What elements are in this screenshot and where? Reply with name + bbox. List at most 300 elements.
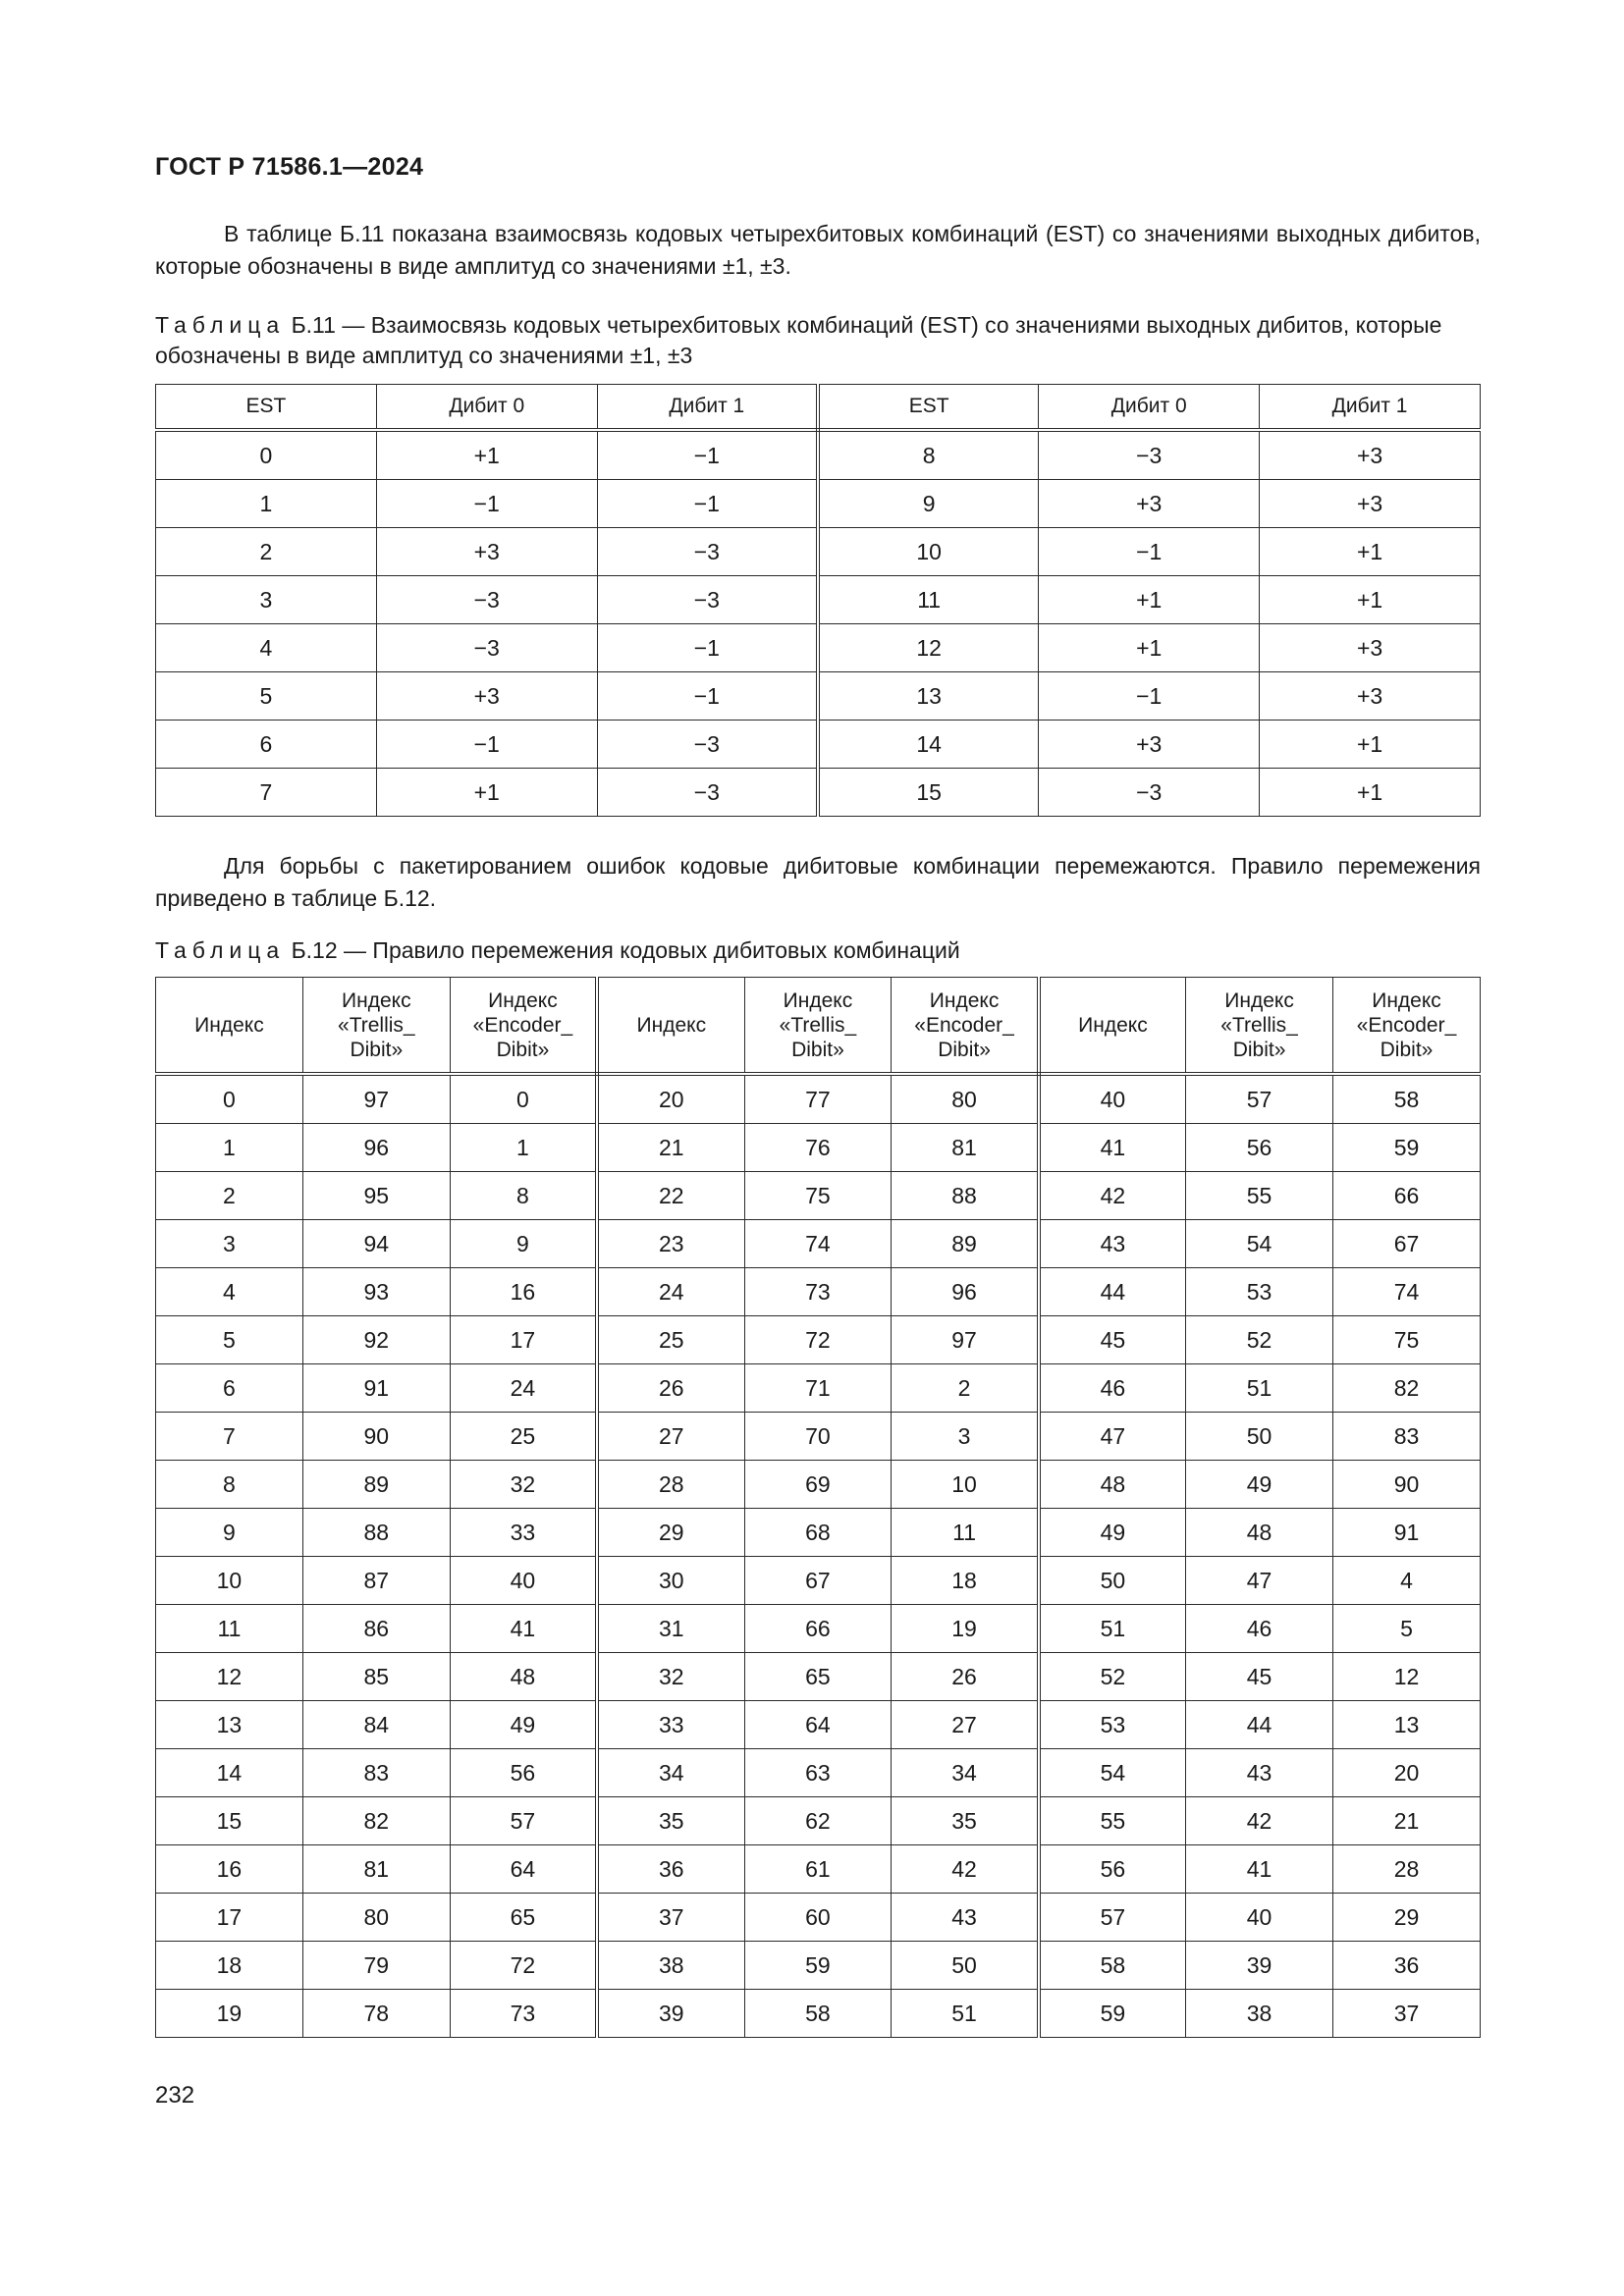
table-12-cell: 7 bbox=[156, 1413, 303, 1461]
table-12-cell: 41 bbox=[1039, 1124, 1186, 1172]
table-12-cell: 80 bbox=[302, 1894, 450, 1942]
table-12-cell: 18 bbox=[156, 1942, 303, 1990]
table-11-cell: +3 bbox=[376, 528, 597, 576]
table-11-cell: −1 bbox=[597, 672, 818, 721]
table-12-row bbox=[156, 1749, 1481, 1797]
table-12-cell: 42 bbox=[892, 1845, 1039, 1894]
table-12-cell: 78 bbox=[302, 1990, 450, 2038]
table-12-cell: 89 bbox=[892, 1220, 1039, 1268]
table-11-header-cell: Дибит 1 bbox=[597, 385, 818, 431]
table-12-cell: 37 bbox=[1333, 1990, 1481, 2038]
table-12-cell: 9 bbox=[156, 1509, 303, 1557]
table-11-cell: +3 bbox=[1260, 480, 1481, 528]
table-11-cell: 7 bbox=[156, 769, 377, 817]
table-12-cell: 55 bbox=[1186, 1172, 1333, 1220]
table-12-row bbox=[156, 1701, 1481, 1749]
table-12-cell: 15 bbox=[156, 1797, 303, 1845]
table-11-cell: 10 bbox=[818, 528, 1039, 576]
table-12-cell: 27 bbox=[892, 1701, 1039, 1749]
table-12-cell: 42 bbox=[1039, 1172, 1186, 1220]
table-11-cell: +1 bbox=[376, 430, 597, 480]
table-12-header-cell bbox=[450, 978, 597, 1075]
table-12-cell: 86 bbox=[302, 1605, 450, 1653]
table-12-cell: 70 bbox=[744, 1413, 892, 1461]
table-12-cell: 66 bbox=[1333, 1172, 1481, 1220]
table-12-cell: 50 bbox=[892, 1942, 1039, 1990]
table-11-cell: 13 bbox=[818, 672, 1039, 721]
table-11-caption-label: Таблица bbox=[155, 312, 286, 338]
table-12-cell: 9 bbox=[450, 1220, 597, 1268]
table-12-cell: 46 bbox=[1039, 1364, 1186, 1413]
table-12-header-line: Индекс bbox=[929, 988, 1000, 1012]
table-12-cell: 60 bbox=[744, 1894, 892, 1942]
table-12-cell: 65 bbox=[744, 1653, 892, 1701]
table-12-cell: 40 bbox=[450, 1557, 597, 1605]
table-11-row bbox=[156, 576, 1481, 624]
table-12 bbox=[155, 977, 1481, 2038]
table-12-cell: 44 bbox=[1186, 1701, 1333, 1749]
table-12-cell: 37 bbox=[597, 1894, 744, 1942]
table-12-row bbox=[156, 1605, 1481, 1653]
table-12-caption-text: Б.12 — Правило перемежения кодовых дибитовых комбинаций bbox=[291, 937, 960, 963]
table-12-cell: 89 bbox=[302, 1461, 450, 1509]
table-12-cell: 33 bbox=[597, 1701, 744, 1749]
table-12-cell: 32 bbox=[597, 1653, 744, 1701]
table-12-cell: 61 bbox=[744, 1845, 892, 1894]
table-12-cell: 29 bbox=[1333, 1894, 1481, 1942]
table-12-cell: 2 bbox=[892, 1364, 1039, 1413]
table-12-cell: 54 bbox=[1039, 1749, 1186, 1797]
table-12-cell: 28 bbox=[597, 1461, 744, 1509]
table-12-cell: 10 bbox=[156, 1557, 303, 1605]
table-11-cell: +3 bbox=[1260, 430, 1481, 480]
table-12-cell: 49 bbox=[450, 1701, 597, 1749]
table-12-cell: 58 bbox=[1333, 1074, 1481, 1124]
table-12-cell: 97 bbox=[302, 1074, 450, 1124]
table-12-header-line: Индекс bbox=[1372, 988, 1441, 1012]
table-11-cell: 4 bbox=[156, 624, 377, 672]
table-12-cell: 56 bbox=[1039, 1845, 1186, 1894]
table-12-cell: 87 bbox=[302, 1557, 450, 1605]
table-12-row bbox=[156, 1220, 1481, 1268]
table-12-cell: 90 bbox=[1333, 1461, 1481, 1509]
table-12-header-cell bbox=[302, 978, 450, 1075]
table-12-cell: 44 bbox=[1039, 1268, 1186, 1316]
table-12-cell: 72 bbox=[744, 1316, 892, 1364]
table-12-cell: 77 bbox=[744, 1074, 892, 1124]
table-12-cell: 13 bbox=[1333, 1701, 1481, 1749]
table-12-header-line: «Encoder_ bbox=[914, 1013, 1014, 1037]
table-12-cell: 48 bbox=[450, 1653, 597, 1701]
table-12-cell: 21 bbox=[1333, 1797, 1481, 1845]
table-11-cell: +3 bbox=[1039, 480, 1260, 528]
table-11-cell: −3 bbox=[376, 624, 597, 672]
table-12-cell: 3 bbox=[156, 1220, 303, 1268]
table-12-cell: 53 bbox=[1039, 1701, 1186, 1749]
table-12-cell: 74 bbox=[744, 1220, 892, 1268]
table-11-caption bbox=[155, 310, 1481, 371]
table-12-cell: 35 bbox=[892, 1797, 1039, 1845]
table-12-cell: 63 bbox=[744, 1749, 892, 1797]
table-11 bbox=[155, 384, 1481, 817]
table-12-cell: 30 bbox=[597, 1557, 744, 1605]
table-12-caption-label: Таблица bbox=[155, 937, 286, 963]
table-11-cell: 2 bbox=[156, 528, 377, 576]
table-12-header-line: «Trellis_ bbox=[338, 1013, 415, 1037]
table-12-cell: 50 bbox=[1039, 1557, 1186, 1605]
table-12-cell: 14 bbox=[156, 1749, 303, 1797]
table-12-cell: 47 bbox=[1039, 1413, 1186, 1461]
table-11-row bbox=[156, 769, 1481, 817]
table-12-cell: 6 bbox=[156, 1364, 303, 1413]
table-12-cell: 48 bbox=[1039, 1461, 1186, 1509]
table-12-header-line: Индекс bbox=[1078, 1013, 1148, 1037]
table-12-cell: 45 bbox=[1186, 1653, 1333, 1701]
table-12-cell: 16 bbox=[450, 1268, 597, 1316]
table-12-row bbox=[156, 1124, 1481, 1172]
table-12-cell: 8 bbox=[450, 1172, 597, 1220]
table-11-header-cell: Дибит 0 bbox=[1039, 385, 1260, 431]
table-12-header-line: Индекс bbox=[342, 988, 411, 1012]
table-11-cell: 6 bbox=[156, 721, 377, 769]
table-11-header-cell: Дибит 0 bbox=[376, 385, 597, 431]
table-12-cell: 74 bbox=[1333, 1268, 1481, 1316]
table-12-cell: 12 bbox=[1333, 1653, 1481, 1701]
table-11-row bbox=[156, 480, 1481, 528]
table-12-cell: 41 bbox=[1186, 1845, 1333, 1894]
table-12-cell: 1 bbox=[450, 1124, 597, 1172]
table-12-cell: 71 bbox=[744, 1364, 892, 1413]
table-12-cell: 43 bbox=[1186, 1749, 1333, 1797]
table-12-header-line: Dibit» bbox=[791, 1038, 844, 1061]
table-12-cell: 67 bbox=[744, 1557, 892, 1605]
table-12-cell: 96 bbox=[302, 1124, 450, 1172]
table-12-cell: 91 bbox=[302, 1364, 450, 1413]
table-11-row bbox=[156, 528, 1481, 576]
table-12-cell: 59 bbox=[1333, 1124, 1481, 1172]
table-12-cell: 75 bbox=[1333, 1316, 1481, 1364]
table-12-header-cell bbox=[1039, 978, 1186, 1075]
table-12-cell: 47 bbox=[1186, 1557, 1333, 1605]
table-12-cell: 25 bbox=[450, 1413, 597, 1461]
table-11-cell: 15 bbox=[818, 769, 1039, 817]
table-12-cell: 84 bbox=[302, 1701, 450, 1749]
table-12-cell: 56 bbox=[1186, 1124, 1333, 1172]
table-12-cell: 25 bbox=[597, 1316, 744, 1364]
table-12-cell: 17 bbox=[450, 1316, 597, 1364]
table-11-cell: −3 bbox=[376, 576, 597, 624]
table-12-cell: 72 bbox=[450, 1942, 597, 1990]
table-11-cell: 3 bbox=[156, 576, 377, 624]
table-12-cell: 41 bbox=[450, 1605, 597, 1653]
table-12-cell: 20 bbox=[1333, 1749, 1481, 1797]
table-11-cell: −3 bbox=[597, 769, 818, 817]
table-12-row bbox=[156, 1797, 1481, 1845]
table-12-cell: 11 bbox=[892, 1509, 1039, 1557]
table-12-header-cell bbox=[156, 978, 303, 1075]
table-12-cell: 83 bbox=[1333, 1413, 1481, 1461]
table-11-cell: +1 bbox=[1260, 528, 1481, 576]
table-12-row bbox=[156, 1845, 1481, 1894]
intro-paragraph bbox=[155, 218, 1481, 283]
table-12-cell: 4 bbox=[156, 1268, 303, 1316]
table-12-row bbox=[156, 1653, 1481, 1701]
table-11-cell: −3 bbox=[597, 721, 818, 769]
table-12-cell: 19 bbox=[156, 1990, 303, 2038]
table-11-cell: +3 bbox=[1039, 721, 1260, 769]
table-12-cell: 19 bbox=[892, 1605, 1039, 1653]
table-12-cell: 64 bbox=[744, 1701, 892, 1749]
table-12-row bbox=[156, 1268, 1481, 1316]
table-12-cell: 39 bbox=[597, 1990, 744, 2038]
table-12-header-line: Dibit» bbox=[496, 1038, 550, 1061]
table-12-cell: 1 bbox=[156, 1124, 303, 1172]
table-12-cell: 85 bbox=[302, 1653, 450, 1701]
table-11-row bbox=[156, 430, 1481, 480]
table-12-cell: 49 bbox=[1186, 1461, 1333, 1509]
table-12-row bbox=[156, 1413, 1481, 1461]
table-12-header-line: «Encoder_ bbox=[472, 1013, 573, 1037]
table-12-cell: 88 bbox=[892, 1172, 1039, 1220]
table-12-header-line: Индекс bbox=[783, 988, 853, 1012]
table-12-cell: 16 bbox=[156, 1845, 303, 1894]
table-12-cell: 0 bbox=[450, 1074, 597, 1124]
table-12-header-line: Индекс bbox=[194, 1013, 264, 1037]
table-12-cell: 93 bbox=[302, 1268, 450, 1316]
table-11-cell: −1 bbox=[597, 624, 818, 672]
table-12-cell: 4 bbox=[1333, 1557, 1481, 1605]
table-11-cell: 0 bbox=[156, 430, 377, 480]
table-12-cell: 36 bbox=[597, 1845, 744, 1894]
table-12-cell: 34 bbox=[597, 1749, 744, 1797]
table-12-cell: 96 bbox=[892, 1268, 1039, 1316]
table-12-row bbox=[156, 1364, 1481, 1413]
table-12-cell: 52 bbox=[1039, 1653, 1186, 1701]
table-12-cell: 5 bbox=[156, 1316, 303, 1364]
table-12-header-line: Индекс bbox=[1224, 988, 1294, 1012]
interleave-paragraph bbox=[155, 850, 1481, 915]
table-12-cell: 0 bbox=[156, 1074, 303, 1124]
table-11-cell: −1 bbox=[597, 430, 818, 480]
table-11-cell: +3 bbox=[1260, 672, 1481, 721]
table-12-cell: 32 bbox=[450, 1461, 597, 1509]
table-11-cell: +1 bbox=[1260, 576, 1481, 624]
table-12-cell: 34 bbox=[892, 1749, 1039, 1797]
table-12-header-line: «Trellis_ bbox=[1220, 1013, 1298, 1037]
table-12-cell: 82 bbox=[1333, 1364, 1481, 1413]
table-11-cell: +1 bbox=[1039, 576, 1260, 624]
table-12-cell: 24 bbox=[597, 1268, 744, 1316]
table-12-header-cell bbox=[1186, 978, 1333, 1075]
table-12-cell: 51 bbox=[1186, 1364, 1333, 1413]
table-12-header-line: Dibit» bbox=[1232, 1038, 1286, 1061]
table-11-cell: −3 bbox=[1039, 769, 1260, 817]
table-12-cell: 91 bbox=[1333, 1509, 1481, 1557]
table-12-cell: 64 bbox=[450, 1845, 597, 1894]
table-11-row bbox=[156, 624, 1481, 672]
table-12-cell: 62 bbox=[744, 1797, 892, 1845]
table-12-cell: 81 bbox=[892, 1124, 1039, 1172]
table-12-cell: 57 bbox=[1039, 1894, 1186, 1942]
table-11-cell: −3 bbox=[597, 528, 818, 576]
table-12-cell: 43 bbox=[892, 1894, 1039, 1942]
table-11-cell: 1 bbox=[156, 480, 377, 528]
table-12-cell: 46 bbox=[1186, 1605, 1333, 1653]
table-12-cell: 95 bbox=[302, 1172, 450, 1220]
table-11-header-cell: Дибит 1 bbox=[1260, 385, 1481, 431]
table-12-cell: 65 bbox=[450, 1894, 597, 1942]
table-12-cell: 26 bbox=[892, 1653, 1039, 1701]
table-12-cell: 10 bbox=[892, 1461, 1039, 1509]
table-11-cell: 14 bbox=[818, 721, 1039, 769]
table-12-header-line: Индекс bbox=[488, 988, 558, 1012]
table-12-cell: 58 bbox=[744, 1990, 892, 2038]
table-12-cell: 69 bbox=[744, 1461, 892, 1509]
table-12-cell: 55 bbox=[1039, 1797, 1186, 1845]
table-12-cell: 40 bbox=[1186, 1894, 1333, 1942]
page-number: 232 bbox=[155, 2082, 195, 2109]
table-12-cell: 81 bbox=[302, 1845, 450, 1894]
table-12-cell: 59 bbox=[744, 1942, 892, 1990]
table-12-cell: 54 bbox=[1186, 1220, 1333, 1268]
table-12-cell: 80 bbox=[892, 1074, 1039, 1124]
table-12-cell: 18 bbox=[892, 1557, 1039, 1605]
table-12-cell: 82 bbox=[302, 1797, 450, 1845]
table-12-cell: 57 bbox=[1186, 1074, 1333, 1124]
table-11-cell: +1 bbox=[1039, 624, 1260, 672]
table-12-cell: 73 bbox=[744, 1268, 892, 1316]
table-11-header-cell: EST bbox=[818, 385, 1039, 431]
table-12-cell: 50 bbox=[1186, 1413, 1333, 1461]
table-12-row bbox=[156, 1316, 1481, 1364]
table-12-header-line: Индекс bbox=[636, 1013, 707, 1037]
table-12-cell: 58 bbox=[1039, 1942, 1186, 1990]
table-12-header-cell bbox=[892, 978, 1039, 1075]
table-12-cell: 42 bbox=[1186, 1797, 1333, 1845]
table-12-cell: 29 bbox=[597, 1509, 744, 1557]
table-12-cell: 22 bbox=[597, 1172, 744, 1220]
table-11-cell: 5 bbox=[156, 672, 377, 721]
table-11-cell: +1 bbox=[1260, 769, 1481, 817]
table-11-cell: −3 bbox=[1039, 430, 1260, 480]
table-12-cell: 31 bbox=[597, 1605, 744, 1653]
table-11-cell: +1 bbox=[376, 769, 597, 817]
table-12-cell: 56 bbox=[450, 1749, 597, 1797]
table-12-cell: 51 bbox=[1039, 1605, 1186, 1653]
table-12-cell: 36 bbox=[1333, 1942, 1481, 1990]
table-12-row bbox=[156, 1894, 1481, 1942]
table-11-header-cell: EST bbox=[156, 385, 377, 431]
table-12-cell: 26 bbox=[597, 1364, 744, 1413]
table-12-cell: 21 bbox=[597, 1124, 744, 1172]
table-12-header-line: Dibit» bbox=[1380, 1038, 1434, 1061]
table-12-header-cell bbox=[1333, 978, 1481, 1075]
table-12-cell: 43 bbox=[1039, 1220, 1186, 1268]
table-12-cell: 45 bbox=[1039, 1316, 1186, 1364]
table-12-header-line: Dibit» bbox=[350, 1038, 404, 1061]
table-11-cell: 12 bbox=[818, 624, 1039, 672]
table-12-cell: 28 bbox=[1333, 1845, 1481, 1894]
table-11-row bbox=[156, 721, 1481, 769]
table-11-cell: −1 bbox=[1039, 672, 1260, 721]
table-12-cell: 3 bbox=[892, 1413, 1039, 1461]
table-12-cell: 67 bbox=[1333, 1220, 1481, 1268]
table-12-cell: 40 bbox=[1039, 1074, 1186, 1124]
table-12-cell: 24 bbox=[450, 1364, 597, 1413]
table-12-cell: 13 bbox=[156, 1701, 303, 1749]
table-12-header-cell bbox=[597, 978, 744, 1075]
table-12-row bbox=[156, 1557, 1481, 1605]
table-12-cell: 92 bbox=[302, 1316, 450, 1364]
table-12-cell: 49 bbox=[1039, 1509, 1186, 1557]
table-12-cell: 79 bbox=[302, 1942, 450, 1990]
table-11-row bbox=[156, 672, 1481, 721]
table-12-cell: 2 bbox=[156, 1172, 303, 1220]
table-12-caption bbox=[155, 935, 1481, 966]
table-12-cell: 97 bbox=[892, 1316, 1039, 1364]
table-12-cell: 38 bbox=[597, 1942, 744, 1990]
table-12-cell: 52 bbox=[1186, 1316, 1333, 1364]
table-11-cell: +3 bbox=[1260, 624, 1481, 672]
table-12-row bbox=[156, 1461, 1481, 1509]
table-12-cell: 23 bbox=[597, 1220, 744, 1268]
table-12-cell: 5 bbox=[1333, 1605, 1481, 1653]
table-12-cell: 94 bbox=[302, 1220, 450, 1268]
table-12-cell: 57 bbox=[450, 1797, 597, 1845]
table-12-header-line: «Trellis_ bbox=[779, 1013, 857, 1037]
table-11-cell: −1 bbox=[1039, 528, 1260, 576]
table-12-cell: 68 bbox=[744, 1509, 892, 1557]
table-11-cell: 8 bbox=[818, 430, 1039, 480]
table-12-cell: 90 bbox=[302, 1413, 450, 1461]
table-12-cell: 11 bbox=[156, 1605, 303, 1653]
table-11-cell: −3 bbox=[597, 576, 818, 624]
table-11-cell: +3 bbox=[376, 672, 597, 721]
table-11-cell: 11 bbox=[818, 576, 1039, 624]
table-11-cell: −1 bbox=[376, 480, 597, 528]
table-12-cell: 76 bbox=[744, 1124, 892, 1172]
table-12-cell: 17 bbox=[156, 1894, 303, 1942]
table-11-cell: 9 bbox=[818, 480, 1039, 528]
table-12-cell: 8 bbox=[156, 1461, 303, 1509]
table-12-header-line: «Encoder_ bbox=[1356, 1013, 1457, 1037]
table-11-header-row bbox=[156, 385, 1481, 431]
table-12-cell: 35 bbox=[597, 1797, 744, 1845]
table-12-header-line: Dibit» bbox=[938, 1038, 991, 1061]
table-12-cell: 48 bbox=[1186, 1509, 1333, 1557]
table-12-cell: 33 bbox=[450, 1509, 597, 1557]
table-12-cell: 59 bbox=[1039, 1990, 1186, 2038]
table-12-cell: 20 bbox=[597, 1074, 744, 1124]
table-11-caption-text: Б.11 — Взаимосвязь кодовых четырехбитовых комбинаций (EST) со значениями выходных дибитов, которые обозначены в виде амплитуд со значениями ±1, ±3 bbox=[155, 312, 1442, 368]
table-11-cell: −1 bbox=[376, 721, 597, 769]
table-12-cell: 66 bbox=[744, 1605, 892, 1653]
table-12-cell: 51 bbox=[892, 1990, 1039, 2038]
table-12-cell: 39 bbox=[1186, 1942, 1333, 1990]
table-11-cell: −1 bbox=[597, 480, 818, 528]
table-12-cell: 75 bbox=[744, 1172, 892, 1220]
interleave-paragraph-text: Для борьбы с пакетированием ошибок кодовые дибитовые комбинации перемежаются. Правило перемежения приведено в таблице Б.12. bbox=[155, 853, 1481, 911]
table-12-cell: 83 bbox=[302, 1749, 450, 1797]
table-12-header-row bbox=[156, 978, 1481, 1075]
table-12-row bbox=[156, 1172, 1481, 1220]
table-12-cell: 27 bbox=[597, 1413, 744, 1461]
table-12-cell: 88 bbox=[302, 1509, 450, 1557]
table-11-cell: +1 bbox=[1260, 721, 1481, 769]
table-12-cell: 53 bbox=[1186, 1268, 1333, 1316]
table-12-cell: 12 bbox=[156, 1653, 303, 1701]
table-12-row bbox=[156, 1942, 1481, 1990]
